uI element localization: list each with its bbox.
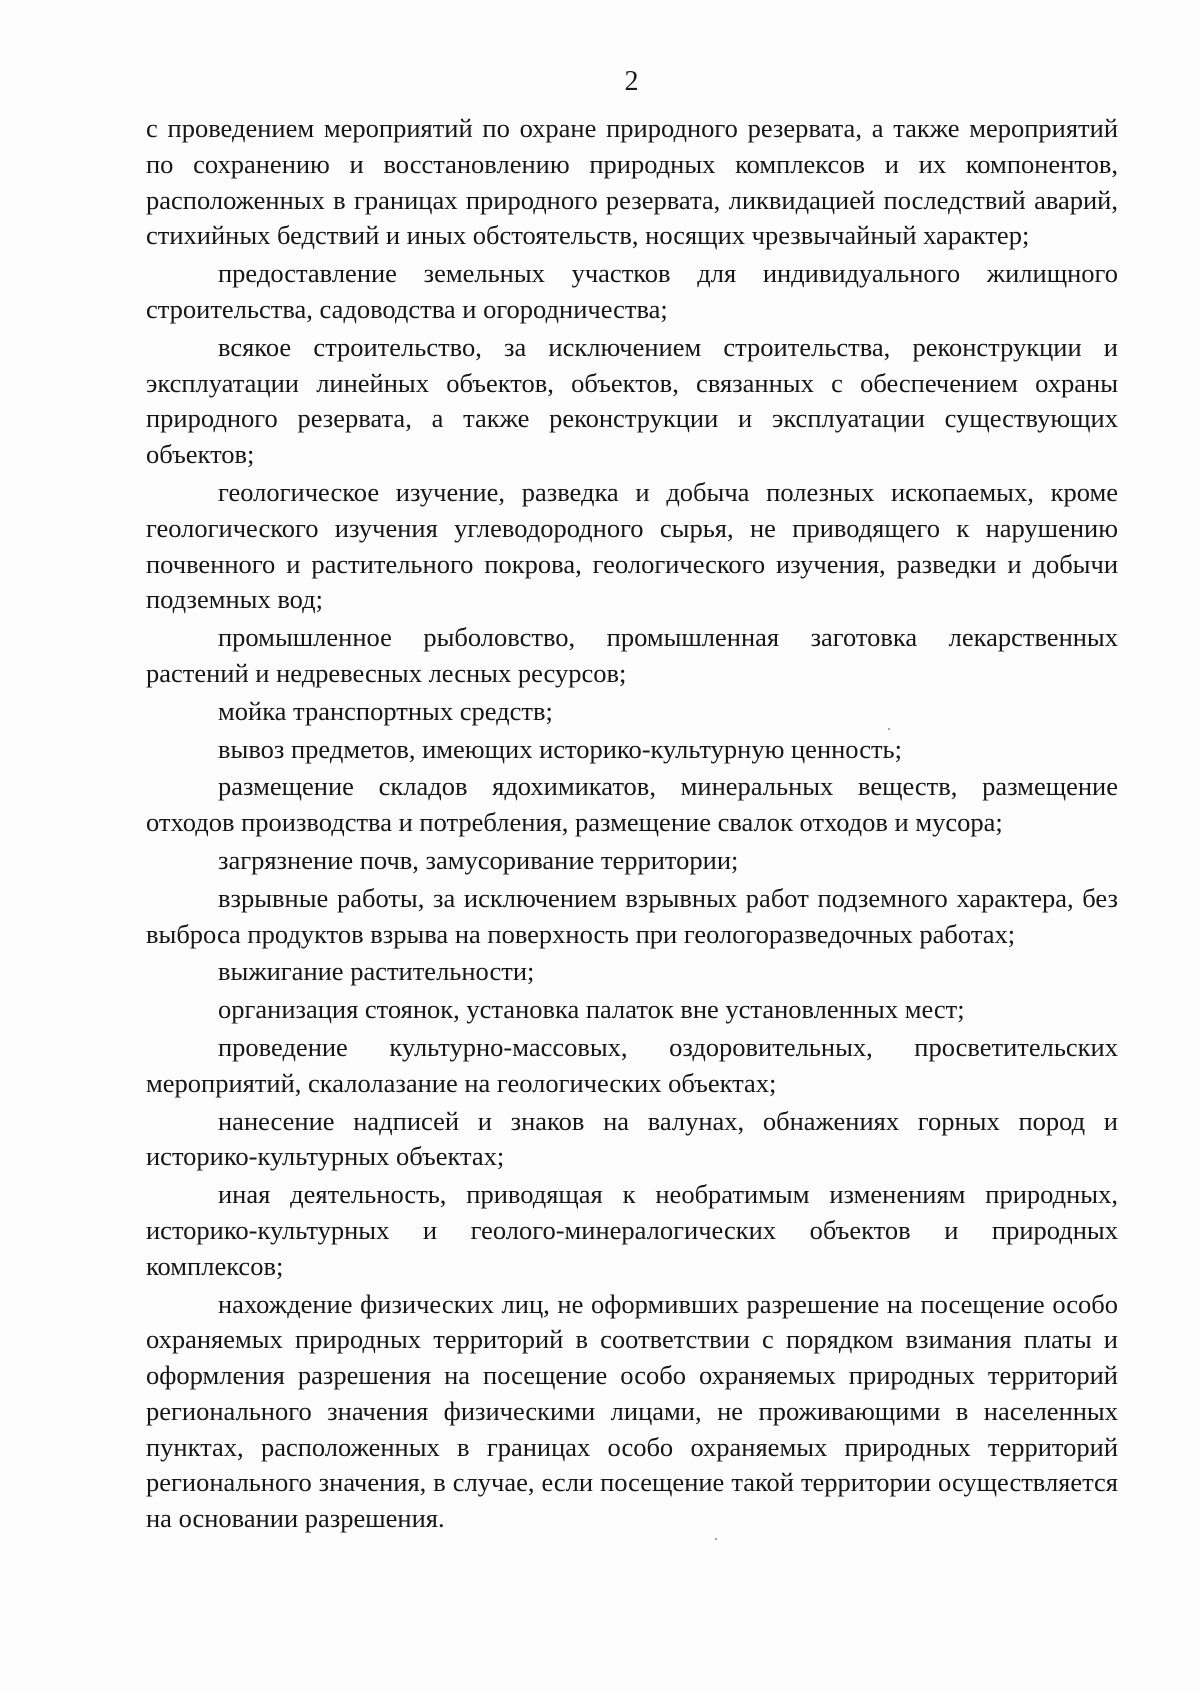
paragraph: с проведением мероприятий по охране природного резервата, а также мероприятий по сохранению и восстановлению природных комплексов и их компонентов, расположенных в границах природного резервата, ликвидацией последствий аварий, стихийных бедствий и иных обстоятельств, носящих чрезвычайный характер; (146, 113, 1118, 251)
document-body (146, 111, 1118, 1537)
paragraph: иная деятельность, приводящая к необратимым изменениям природных, историко-культурных и геолого-минералогических объектов и природных комплексов; (146, 1179, 1118, 1281)
paragraph: всякое строительство, за исключением строительства, реконструкции и эксплуатации линейных объектов, объектов, связанных с обеспечением охраны природного резервата, а также реконструкции и эксплуатации существующих объектов; (146, 331, 1118, 470)
paragraph: размещение складов ядохимикатов, минеральных веществ, размещение отходов производства и потребления, размещение свалок отходов и мусора; (146, 771, 1118, 838)
paragraph: нанесение надписей и знаков на валунах, обнажениях горных пород и историко-культурных объектах; (146, 1105, 1118, 1172)
paragraph: взрывные работы, за исключением взрывных работ подземного характера, без выброса продуктов взрыва на поверхность при геологоразведочных работах; (146, 882, 1118, 949)
page-number: 2 (624, 66, 639, 97)
paragraph: проведение культурно-массовых, оздоровительных, просветительских мероприятий, скалолазание на геологических объектах; (146, 1031, 1118, 1098)
scan-speck (888, 728, 890, 730)
paragraph: геологическое изучение, разведка и добыча полезных ископаемых, кроме геологического изучения углеводородного сырья, не приводящего к нарушению почвенного и растительного покрова, геологического изучения, разведки и добычи подземных вод; (146, 476, 1118, 615)
paragraph: загрязнение почв, замусоривание территории; (218, 844, 739, 875)
scan-speck (715, 1538, 717, 1540)
paragraph: промышленное рыболовство, промышленная заготовка лекарственных растений и недревесных лесных ресурсов; (146, 622, 1118, 688)
paragraph: мойка транспортных средств; (218, 695, 553, 726)
paragraph: организация стоянок, установка палаток вне установленных мест; (218, 994, 965, 1025)
paragraph: нахождение физических лиц, не оформивших разрешение на посещение особо охраняемых природных территорий в соответствии с порядком взимания платы и оформления разрешения на посещение особо охраняемых природных территорий регионального значения физическими лицами, не проживающими в населенных пунктах, расположенных в границах особо охраняемых природных территорий регионального значения, в случае, если посещение такой территории осуществляется на основании разрешения. (146, 1288, 1118, 1534)
paragraph: выжигание растительности; (218, 956, 535, 987)
paragraph: вывоз предметов, имеющих историко-культурную ценность; (218, 733, 903, 764)
paragraph: предоставление земельных участков для индивидуального жилищного строительства, садоводства и огородничества; (146, 258, 1118, 324)
